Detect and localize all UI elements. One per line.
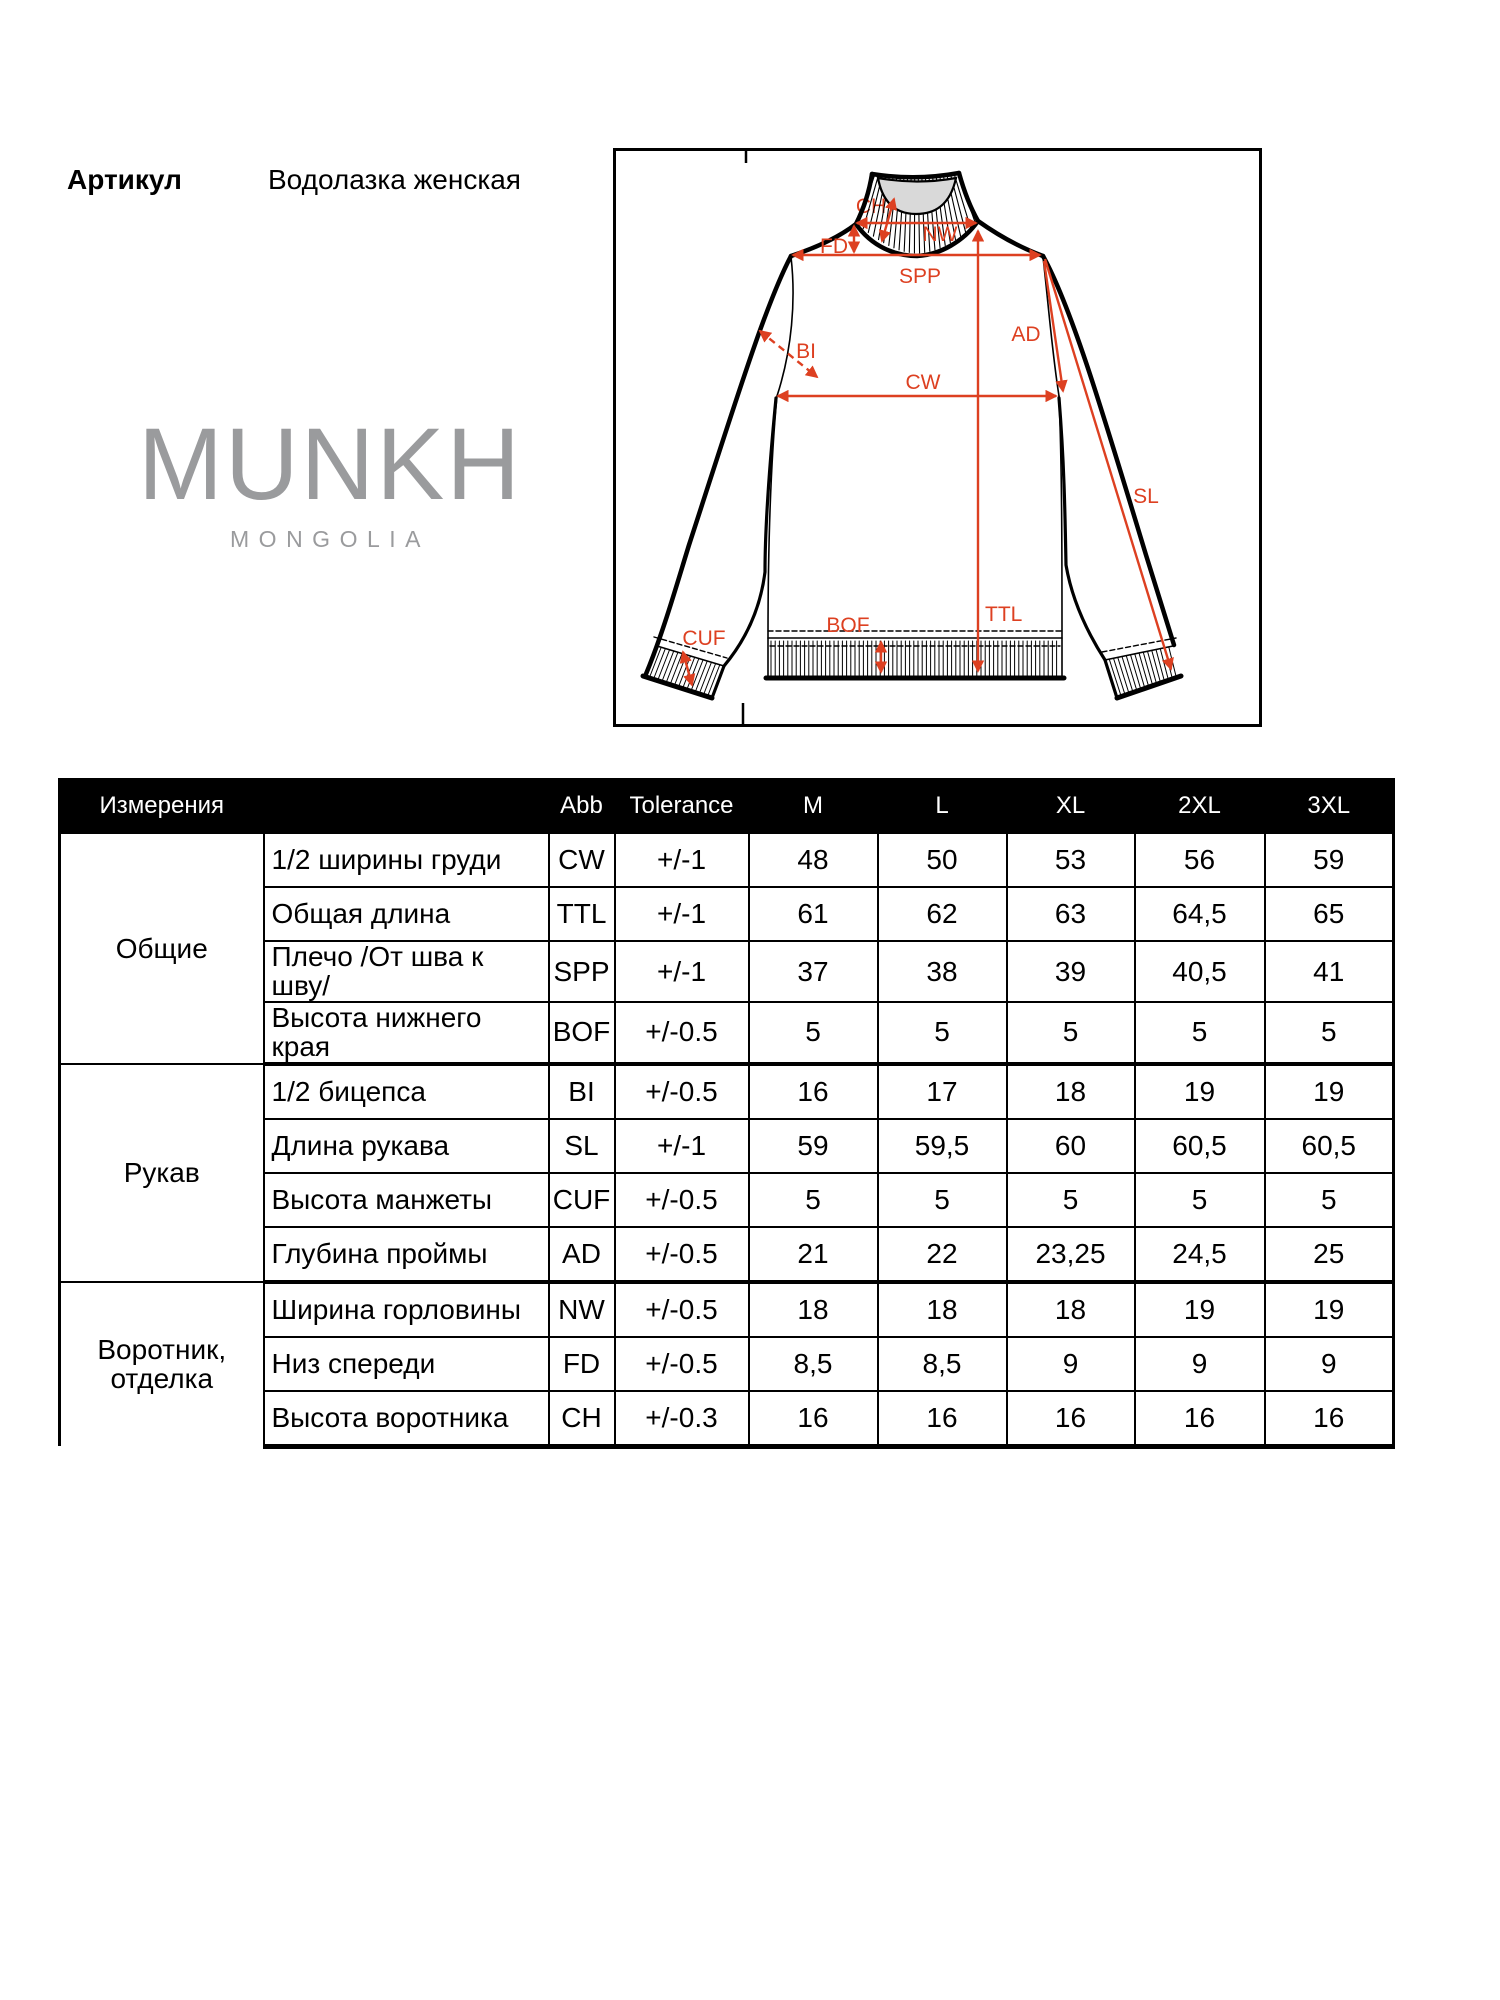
value-cell: 59,5 [878,1119,1007,1173]
value-cell: 50 [878,833,1007,887]
value-cell: 5 [749,1173,878,1227]
value-cell: 5 [878,1173,1007,1227]
tolerance-cell: +/-0.5 [615,1002,749,1064]
value-cell: 16 [1265,1391,1394,1447]
value-cell: 60,5 [1265,1119,1394,1173]
value-cell: 59 [1265,833,1394,887]
tolerance-cell: +/-1 [615,833,749,887]
value-cell: 18 [1007,1064,1135,1119]
measure-label-bof: BOF [826,614,870,637]
value-cell: 16 [1007,1391,1135,1447]
brand-logo: MUNKH [138,407,522,521]
value-cell: 8,5 [749,1337,878,1391]
row-label: Плечо /От шва к шву/ [264,941,549,1002]
value-cell: 9 [1007,1337,1135,1391]
col-header-size-3xl: 3XL [1265,779,1394,833]
row-label: Общая длина [264,887,549,941]
value-cell: 53 [1007,833,1135,887]
abb-cell: CH [549,1391,615,1447]
group-label-obschie: Общие [60,833,264,1064]
value-cell: 63 [1007,887,1135,941]
abb-cell: NW [549,1282,615,1337]
row-label: 1/2 бицепса [264,1064,549,1119]
value-cell: 5 [1135,1173,1265,1227]
table-left-border-tail [58,1402,61,1421]
row-label: Ширина горловины [264,1282,549,1337]
tolerance-cell: +/-1 [615,887,749,941]
tolerance-cell: +/-0.5 [615,1337,749,1391]
value-cell: 64,5 [1135,887,1265,941]
value-cell: 16 [1135,1391,1265,1447]
measure-label-cw: CW [905,371,941,394]
value-cell: 18 [878,1282,1007,1337]
value-cell: 60,5 [1135,1119,1265,1173]
measure-label-ad: AD [1011,323,1041,346]
row-label: Высота воротника [264,1391,549,1447]
value-cell: 5 [878,1002,1007,1064]
value-cell: 38 [878,941,1007,1002]
measure-label-bi: BI [796,340,816,363]
value-cell: 8,5 [878,1337,1007,1391]
product-name: Водолазка женская [268,164,521,195]
abb-cell: AD [549,1227,615,1282]
tolerance-cell: +/-0.5 [615,1282,749,1337]
value-cell: 23,25 [1007,1227,1135,1282]
size-diagram [613,148,1262,727]
abb-cell: SPP [549,941,615,1002]
article-label: Артикул [67,164,182,195]
value-cell: 21 [749,1227,878,1282]
value-cell: 5 [1007,1173,1135,1227]
value-cell: 19 [1135,1064,1265,1119]
group-label-vorotnik: Воротник, отделка [60,1282,264,1447]
size-table [58,778,1395,1449]
value-cell: 16 [749,1391,878,1447]
value-cell: 5 [1265,1002,1394,1064]
collar-inner [878,178,956,214]
table-row [60,1282,1394,1337]
right-shoulder [978,221,1043,256]
table-row [60,833,1394,887]
tolerance-cell: +/-0.5 [615,1173,749,1227]
value-cell: 5 [749,1002,878,1064]
col-header-measurements: Измерения [60,779,264,833]
tolerance-cell: +/-1 [615,941,749,1002]
table-header-row [60,779,1394,833]
value-cell: 16 [749,1064,878,1119]
value-cell: 48 [749,833,878,887]
col-header-size-l: L [878,779,1007,833]
tolerance-cell: +/-0.3 [615,1391,749,1447]
row-label: Высота нижнего края [264,1002,549,1064]
value-cell: 62 [878,887,1007,941]
measure-label-fd: FD [820,235,848,258]
measure-label-ch: CH [855,195,887,218]
abb-cell: SL [549,1119,615,1173]
value-cell: 40,5 [1135,941,1265,1002]
abb-cell: BOF [549,1002,615,1064]
abb-cell: TTL [549,887,615,941]
value-cell: 59 [749,1119,878,1173]
col-header-size-2xl: 2XL [1135,779,1265,833]
value-cell: 5 [1007,1002,1135,1064]
brand-logo-country: MONGOLIA [230,526,430,552]
value-cell: 16 [878,1391,1007,1447]
value-cell: 22 [878,1227,1007,1282]
abb-cell: BI [549,1064,615,1119]
row-label: Глубина проймы [264,1227,549,1282]
value-cell: 18 [1007,1282,1135,1337]
group-label-rukav: Рукав [60,1064,264,1282]
value-cell: 65 [1265,887,1394,941]
measure-label-spp: SPP [898,265,942,288]
value-cell: 56 [1135,833,1265,887]
row-label: 1/2 ширины груди [264,833,549,887]
value-cell: 9 [1265,1337,1394,1391]
tolerance-cell: +/-0.5 [615,1227,749,1282]
tolerance-cell: +/-0.5 [615,1064,749,1119]
measure-label-cuf: CUF [682,627,726,650]
value-cell: 37 [749,941,878,1002]
value-cell: 25 [1265,1227,1394,1282]
right-cuff [1102,638,1181,698]
col-header-spacer [264,779,549,833]
row-label: Низ спереди [264,1337,549,1391]
right-sleeve-inner [1059,398,1105,660]
value-cell: 17 [878,1064,1007,1119]
measure-label-ttl: TTL [985,603,1023,626]
row-label: Длина рукава [264,1119,549,1173]
value-cell: 61 [749,887,878,941]
abb-cell: FD [549,1337,615,1391]
abb-cell: CUF [549,1173,615,1227]
col-header-tolerance: Tolerance [615,779,749,833]
measure-labels [682,223,1158,650]
abb-cell: CW [549,833,615,887]
value-cell: 5 [1135,1002,1265,1064]
col-header-size-m: M [749,779,878,833]
measure-label-sl: SL [1133,485,1159,508]
value-cell: 41 [1265,941,1394,1002]
value-cell: 24,5 [1135,1227,1265,1282]
row-label: Высота манжеты [264,1173,549,1227]
measure-label-nw: NW [922,223,958,246]
tolerance-cell: +/-1 [615,1119,749,1173]
col-header-size-xl: XL [1007,779,1135,833]
value-cell: 19 [1135,1282,1265,1337]
value-cell: 5 [1265,1173,1394,1227]
value-cell: 9 [1135,1337,1265,1391]
table-row [60,1064,1394,1119]
col-header-abb: Abb [549,779,615,833]
value-cell: 19 [1265,1064,1394,1119]
value-cell: 18 [749,1282,878,1337]
value-cell: 39 [1007,941,1135,1002]
value-cell: 19 [1265,1282,1394,1337]
value-cell: 60 [1007,1119,1135,1173]
